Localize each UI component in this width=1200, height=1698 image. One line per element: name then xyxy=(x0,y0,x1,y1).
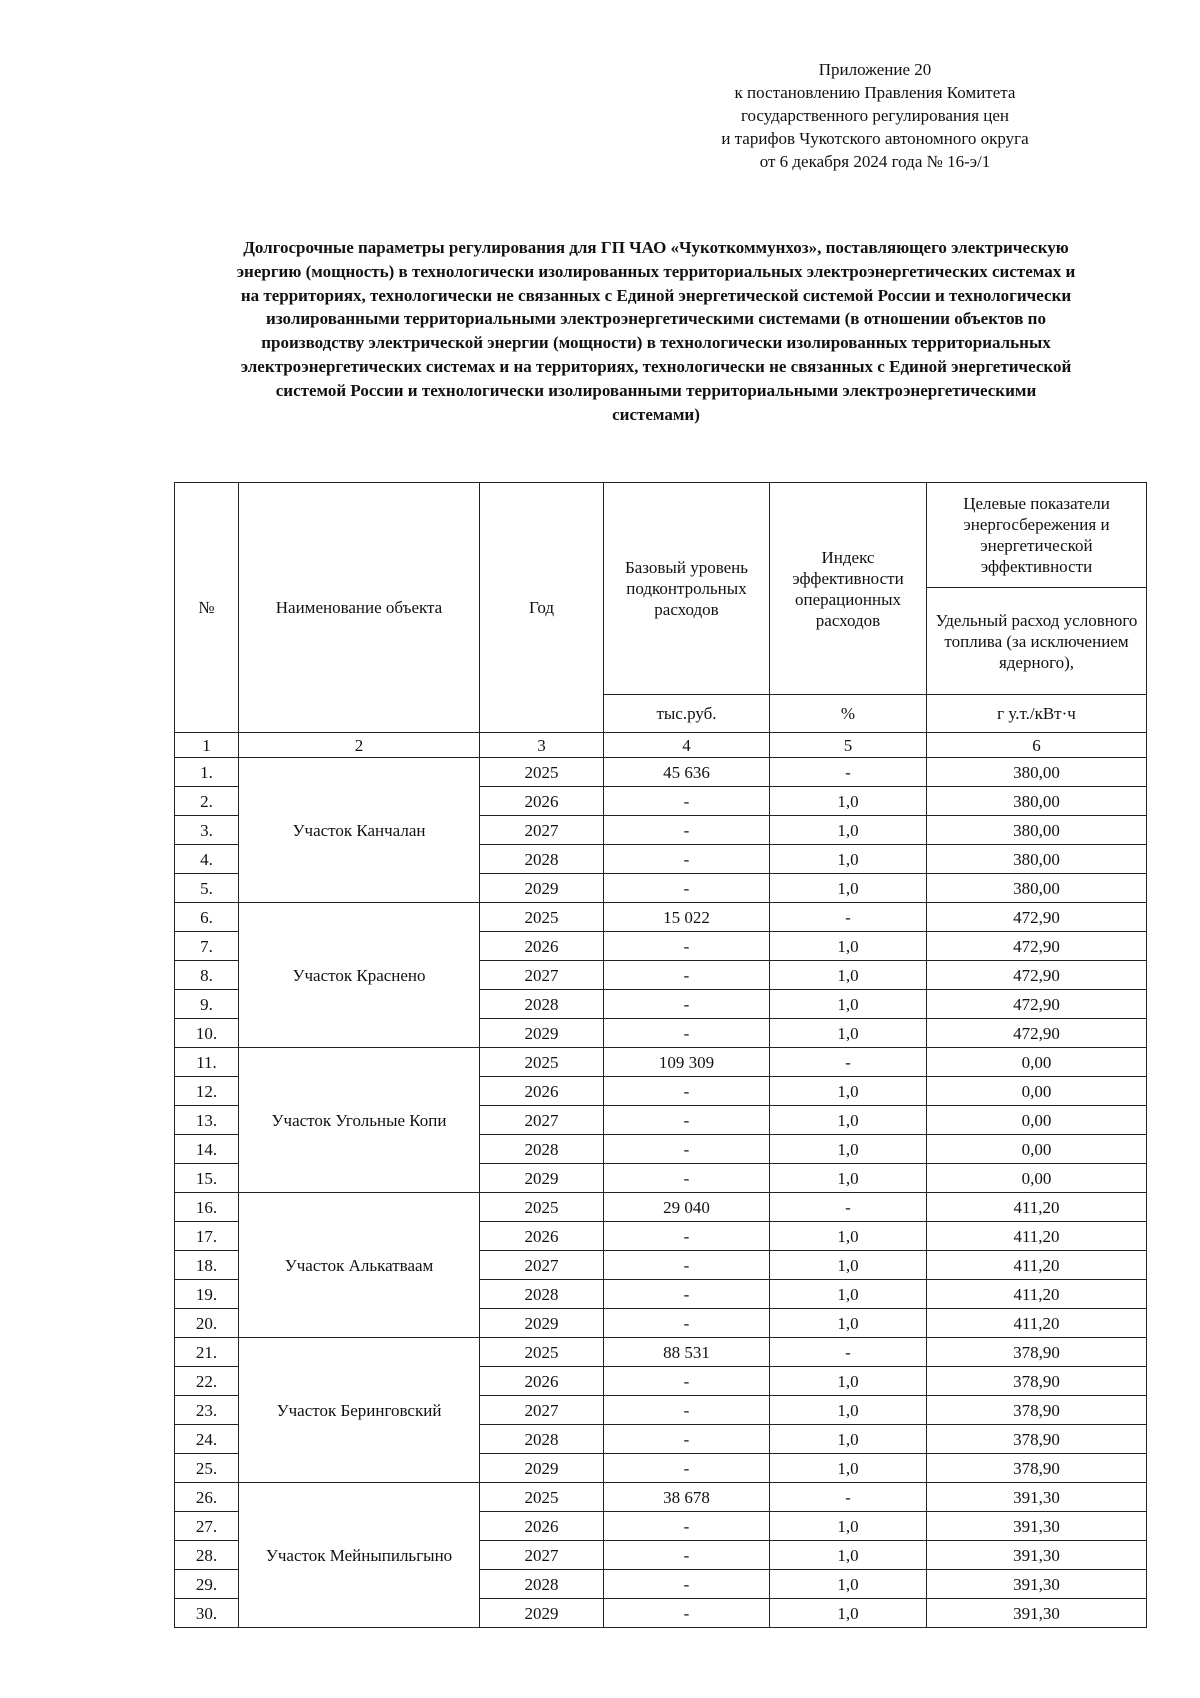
base-cost-cell: - xyxy=(604,1251,770,1280)
title-line: производству электрической энергии (мощности) в технологически изолированных территориальных xyxy=(261,333,1051,353)
fuel-rate-cell: 380,00 xyxy=(927,758,1147,787)
year-cell: 2026 xyxy=(480,1512,604,1541)
efficiency-index-cell: 1,0 xyxy=(770,1077,927,1106)
base-cost-cell: - xyxy=(604,1106,770,1135)
year-cell: 2026 xyxy=(480,1367,604,1396)
efficiency-index-cell: - xyxy=(770,1193,927,1222)
efficiency-index-cell: 1,0 xyxy=(770,1396,927,1425)
column-number: 3 xyxy=(480,733,604,758)
efficiency-index-cell: 1,0 xyxy=(770,1425,927,1454)
appendix-line: от 6 декабря 2024 года № 16-э/1 xyxy=(759,152,991,171)
fuel-rate-cell: 472,90 xyxy=(927,932,1147,961)
row-number: 7. xyxy=(175,932,239,961)
year-cell: 2028 xyxy=(480,1280,604,1309)
base-cost-cell: 88 531 xyxy=(604,1338,770,1367)
year-cell: 2025 xyxy=(480,758,604,787)
row-number: 11. xyxy=(175,1048,239,1077)
year-cell: 2027 xyxy=(480,1541,604,1570)
efficiency-index-cell: 1,0 xyxy=(770,1367,927,1396)
efficiency-index-cell: 1,0 xyxy=(770,1135,927,1164)
row-number: 30. xyxy=(175,1599,239,1628)
document-title xyxy=(176,236,1136,426)
fuel-rate-cell: 391,30 xyxy=(927,1512,1147,1541)
base-cost-cell: - xyxy=(604,787,770,816)
row-number: 13. xyxy=(175,1106,239,1135)
fuel-rate-cell: 0,00 xyxy=(927,1048,1147,1077)
fuel-rate-cell: 411,20 xyxy=(927,1280,1147,1309)
fuel-rate-cell: 391,30 xyxy=(927,1599,1147,1628)
efficiency-index-cell: 1,0 xyxy=(770,1019,927,1048)
base-cost-cell: 38 678 xyxy=(604,1483,770,1512)
column-number: 4 xyxy=(604,733,770,758)
year-cell: 2027 xyxy=(480,1106,604,1135)
header-fuel: Удельный расход условного топлива (за исключением ядерного), xyxy=(927,588,1147,695)
efficiency-index-cell: 1,0 xyxy=(770,1106,927,1135)
base-cost-cell: - xyxy=(604,1135,770,1164)
column-number: 6 xyxy=(927,733,1147,758)
base-cost-cell: 109 309 xyxy=(604,1048,770,1077)
efficiency-index-cell: 1,0 xyxy=(770,961,927,990)
object-name: Участок Канчалан xyxy=(239,758,480,903)
title-line: системой России и технологически изолированными территориальными электроэнергетическими xyxy=(275,380,1037,400)
parameters-table xyxy=(174,482,1147,1628)
efficiency-index-cell: - xyxy=(770,1483,927,1512)
fuel-rate-cell: 472,90 xyxy=(927,1019,1147,1048)
fuel-rate-cell: 378,90 xyxy=(927,1338,1147,1367)
efficiency-index-cell: - xyxy=(770,1338,927,1367)
efficiency-index-cell: - xyxy=(770,758,927,787)
row-number: 28. xyxy=(175,1541,239,1570)
year-cell: 2027 xyxy=(480,1251,604,1280)
fuel-rate-cell: 378,90 xyxy=(927,1454,1147,1483)
year-cell: 2025 xyxy=(480,903,604,932)
column-number: 1 xyxy=(175,733,239,758)
table-row xyxy=(175,1338,1147,1367)
year-cell: 2028 xyxy=(480,990,604,1019)
row-number: 16. xyxy=(175,1193,239,1222)
efficiency-index-cell: 1,0 xyxy=(770,1512,927,1541)
efficiency-index-cell: - xyxy=(770,1048,927,1077)
row-number: 3. xyxy=(175,816,239,845)
header-row xyxy=(175,483,1147,588)
appendix-line: к постановлению Правления Комитета xyxy=(734,83,1016,102)
table-row xyxy=(175,758,1147,787)
base-cost-cell: 15 022 xyxy=(604,903,770,932)
row-number: 23. xyxy=(175,1396,239,1425)
fuel-rate-cell: 391,30 xyxy=(927,1541,1147,1570)
fuel-rate-cell: 472,90 xyxy=(927,903,1147,932)
fuel-rate-cell: 380,00 xyxy=(927,845,1147,874)
row-number: 19. xyxy=(175,1280,239,1309)
efficiency-index-cell: 1,0 xyxy=(770,845,927,874)
row-number: 5. xyxy=(175,874,239,903)
year-cell: 2028 xyxy=(480,1135,604,1164)
fuel-rate-cell: 411,20 xyxy=(927,1222,1147,1251)
object-name: Участок Алькатваам xyxy=(239,1193,480,1338)
fuel-rate-cell: 472,90 xyxy=(927,990,1147,1019)
table-row xyxy=(175,903,1147,932)
table-row xyxy=(175,1483,1147,1512)
base-cost-cell: - xyxy=(604,961,770,990)
base-cost-cell: - xyxy=(604,845,770,874)
efficiency-index-cell: 1,0 xyxy=(770,1251,927,1280)
row-number: 18. xyxy=(175,1251,239,1280)
unit-base: тыс.руб. xyxy=(604,695,770,733)
object-name: Участок Угольные Копи xyxy=(239,1048,480,1193)
header-year: Год xyxy=(480,483,604,733)
row-number: 10. xyxy=(175,1019,239,1048)
efficiency-index-cell: 1,0 xyxy=(770,1454,927,1483)
title-line: системами) xyxy=(612,404,700,424)
efficiency-index-cell: 1,0 xyxy=(770,1280,927,1309)
base-cost-cell: - xyxy=(604,1541,770,1570)
header-base: Базовый уровень подконтрольных расходов xyxy=(604,483,770,695)
object-name: Участок Краснено xyxy=(239,903,480,1048)
year-cell: 2026 xyxy=(480,932,604,961)
base-cost-cell: - xyxy=(604,1222,770,1251)
row-number: 14. xyxy=(175,1135,239,1164)
base-cost-cell: - xyxy=(604,1019,770,1048)
fuel-rate-cell: 411,20 xyxy=(927,1309,1147,1338)
efficiency-index-cell: 1,0 xyxy=(770,1541,927,1570)
table-row xyxy=(175,1193,1147,1222)
row-number: 9. xyxy=(175,990,239,1019)
base-cost-cell: - xyxy=(604,816,770,845)
row-number: 27. xyxy=(175,1512,239,1541)
header-index: Индекс эффективности операционных расходов xyxy=(770,483,927,695)
year-cell: 2028 xyxy=(480,845,604,874)
base-cost-cell: 45 636 xyxy=(604,758,770,787)
row-number: 1. xyxy=(175,758,239,787)
base-cost-cell: - xyxy=(604,1599,770,1628)
base-cost-cell: - xyxy=(604,1396,770,1425)
appendix-block xyxy=(690,58,1060,173)
year-cell: 2029 xyxy=(480,1454,604,1483)
fuel-rate-cell: 0,00 xyxy=(927,1106,1147,1135)
object-name: Участок Мейныпильгыно xyxy=(239,1483,480,1628)
year-cell: 2025 xyxy=(480,1193,604,1222)
year-cell: 2025 xyxy=(480,1048,604,1077)
title-line: электроэнергетических системах и на территориях, технологически не связанных с Единой энергетической xyxy=(240,356,1072,376)
row-number: 21. xyxy=(175,1338,239,1367)
base-cost-cell: - xyxy=(604,874,770,903)
efficiency-index-cell: 1,0 xyxy=(770,1164,927,1193)
efficiency-index-cell: 1,0 xyxy=(770,1222,927,1251)
title-line: Долгосрочные параметры регулирования для ГП ЧАО «Чукоткоммунхоз», поставляющего электрическую xyxy=(243,238,1069,257)
year-cell: 2026 xyxy=(480,787,604,816)
appendix-line: Приложение 20 xyxy=(818,60,932,79)
fuel-rate-cell: 0,00 xyxy=(927,1164,1147,1193)
row-number: 25. xyxy=(175,1454,239,1483)
fuel-rate-cell: 378,90 xyxy=(927,1367,1147,1396)
year-cell: 2026 xyxy=(480,1077,604,1106)
row-number: 29. xyxy=(175,1570,239,1599)
efficiency-index-cell: 1,0 xyxy=(770,874,927,903)
base-cost-cell: - xyxy=(604,1164,770,1193)
row-number: 12. xyxy=(175,1077,239,1106)
base-cost-cell: 29 040 xyxy=(604,1193,770,1222)
column-number: 2 xyxy=(239,733,480,758)
year-cell: 2025 xyxy=(480,1483,604,1512)
appendix-line: и тарифов Чукотского автономного округа xyxy=(721,129,1029,148)
base-cost-cell: - xyxy=(604,1280,770,1309)
base-cost-cell: - xyxy=(604,1309,770,1338)
efficiency-index-cell: 1,0 xyxy=(770,787,927,816)
fuel-rate-cell: 391,30 xyxy=(927,1570,1147,1599)
year-cell: 2029 xyxy=(480,1599,604,1628)
fuel-rate-cell: 472,90 xyxy=(927,961,1147,990)
appendix-line: государственного регулирования цен xyxy=(740,106,1010,125)
unit-index: % xyxy=(770,695,927,733)
row-number: 2. xyxy=(175,787,239,816)
fuel-rate-cell: 0,00 xyxy=(927,1077,1147,1106)
fuel-rate-cell: 378,90 xyxy=(927,1425,1147,1454)
table-row xyxy=(175,1048,1147,1077)
efficiency-index-cell: 1,0 xyxy=(770,1570,927,1599)
efficiency-index-cell: 1,0 xyxy=(770,816,927,845)
year-cell: 2029 xyxy=(480,1309,604,1338)
row-number: 8. xyxy=(175,961,239,990)
title-line: энергию (мощность) в технологически изолированных территориальных электроэнергетических системах и xyxy=(236,261,1076,281)
object-name: Участок Беринговский xyxy=(239,1338,480,1483)
title-line: на территориях, технологически не связанных с Единой энергетической системой России и технологически xyxy=(240,285,1072,305)
fuel-rate-cell: 0,00 xyxy=(927,1135,1147,1164)
header-num: № xyxy=(175,483,239,733)
efficiency-index-cell: - xyxy=(770,903,927,932)
year-cell: 2026 xyxy=(480,1222,604,1251)
title-line: изолированными территориальными электроэнергетическими системами (в отношении объектов по xyxy=(266,309,1046,329)
row-number: 22. xyxy=(175,1367,239,1396)
year-cell: 2029 xyxy=(480,1164,604,1193)
year-cell: 2027 xyxy=(480,1396,604,1425)
base-cost-cell: - xyxy=(604,990,770,1019)
fuel-rate-cell: 391,30 xyxy=(927,1483,1147,1512)
fuel-rate-cell: 380,00 xyxy=(927,816,1147,845)
efficiency-index-cell: 1,0 xyxy=(770,932,927,961)
year-cell: 2027 xyxy=(480,961,604,990)
base-cost-cell: - xyxy=(604,1454,770,1483)
base-cost-cell: - xyxy=(604,1425,770,1454)
row-number: 15. xyxy=(175,1164,239,1193)
fuel-rate-cell: 411,20 xyxy=(927,1193,1147,1222)
year-cell: 2028 xyxy=(480,1570,604,1599)
year-cell: 2027 xyxy=(480,816,604,845)
fuel-rate-cell: 411,20 xyxy=(927,1251,1147,1280)
fuel-rate-cell: 378,90 xyxy=(927,1396,1147,1425)
year-cell: 2025 xyxy=(480,1338,604,1367)
header-target: Целевые показатели энергосбережения и энергетической эффективности xyxy=(927,483,1147,588)
row-number: 6. xyxy=(175,903,239,932)
efficiency-index-cell: 1,0 xyxy=(770,990,927,1019)
year-cell: 2028 xyxy=(480,1425,604,1454)
base-cost-cell: - xyxy=(604,1367,770,1396)
fuel-rate-cell: 380,00 xyxy=(927,874,1147,903)
column-number: 5 xyxy=(770,733,927,758)
row-number: 4. xyxy=(175,845,239,874)
base-cost-cell: - xyxy=(604,1570,770,1599)
column-number-row xyxy=(175,733,1147,758)
row-number: 20. xyxy=(175,1309,239,1338)
header-name: Наименование объекта xyxy=(239,483,480,733)
row-number: 24. xyxy=(175,1425,239,1454)
row-number: 17. xyxy=(175,1222,239,1251)
year-cell: 2029 xyxy=(480,874,604,903)
year-cell: 2029 xyxy=(480,1019,604,1048)
base-cost-cell: - xyxy=(604,932,770,961)
efficiency-index-cell: 1,0 xyxy=(770,1599,927,1628)
row-number: 26. xyxy=(175,1483,239,1512)
base-cost-cell: - xyxy=(604,1512,770,1541)
fuel-rate-cell: 380,00 xyxy=(927,787,1147,816)
unit-fuel: г у.т./кВт·ч xyxy=(927,695,1147,733)
efficiency-index-cell: 1,0 xyxy=(770,1309,927,1338)
base-cost-cell: - xyxy=(604,1077,770,1106)
